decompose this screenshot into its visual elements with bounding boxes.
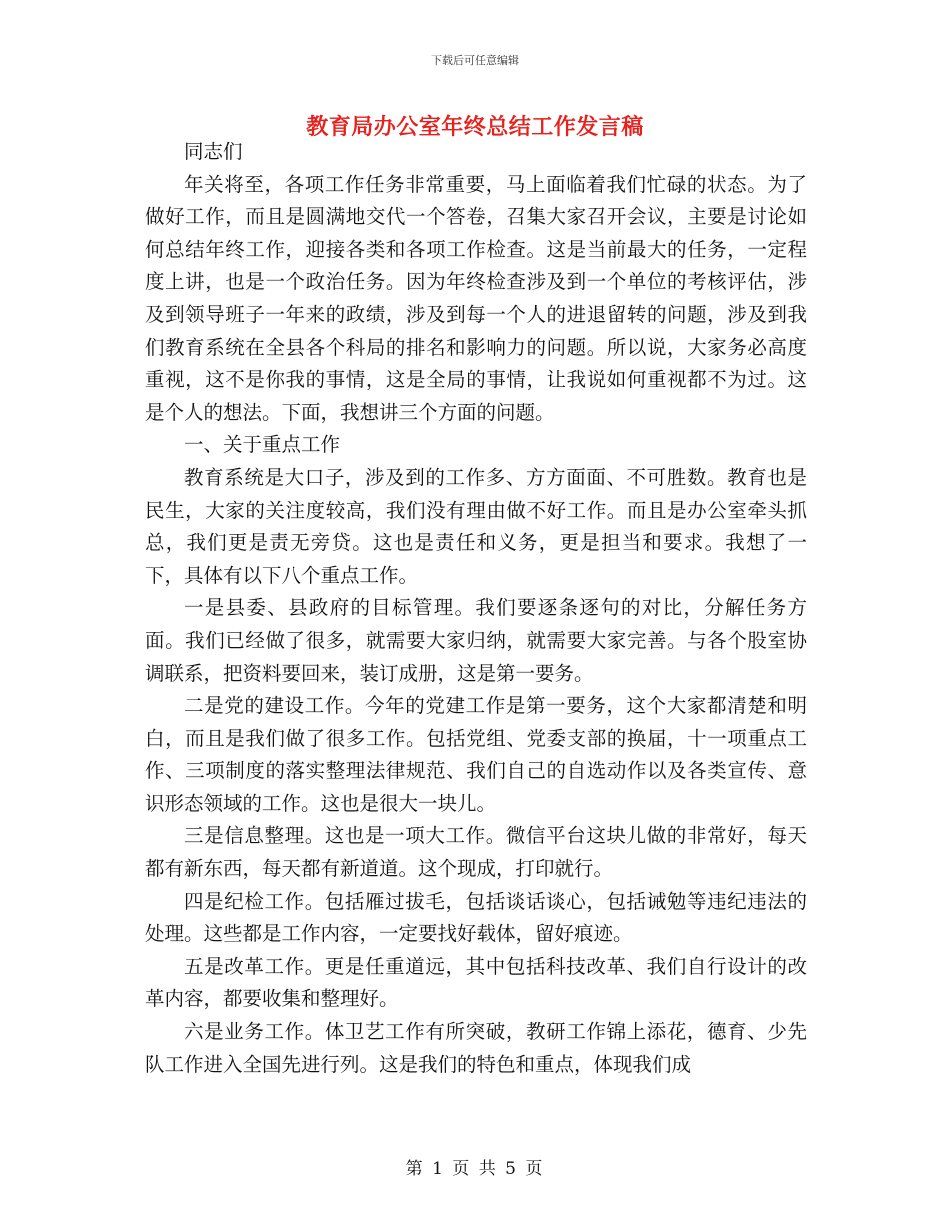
paragraph: 六是业务工作。体卫艺工作有所突破，教研工作锦上添花，德育、少先队工作进入全国先进行列。这是我们的特色和重点，体现我们成 — [145, 1020, 807, 1076]
paragraph: 年关将至，各项工作任务非常重要，马上面临着我们忙碌的状态。为了做好工作，而且是圆满地交代一个答卷，召集大家召开会议，主要是讨论如何总结年终工作，迎接各类和各项工作检查。这是当前最大的任务，一定程度上讲，也是一个政治任务。因为年终检查涉及到一个单位的考核评估，涉及到领导班子一年来的政绩，涉及到每一个人的进退留转的问题，涉及到我们教育系统在全县各个科局的排名和影响力的问题。所以说，大家务必高度重视，这不是你我的事情，这是全局的事情，让我说如何重视都不为过。这是个人的想法。下面，我想讲三个方面的问题。 — [145, 172, 807, 424]
paragraph: 三是信息整理。这也是一项大工作。微信平台这块儿做的非常好，每天都有新东西，每天都有新道道。这个现成，打印就行。 — [145, 824, 807, 881]
paragraph: 一是县委、县政府的目标管理。我们要逐条逐句的对比，分解任务方面。我们已经做了很多，就需要大家归纳，就需要大家完善。与各个股室协调联系，把资料要回来，装订成册，这是第一要务。 — [145, 596, 807, 685]
salutation: 同志们 — [184, 140, 243, 163]
header-note: 下载后可任意编辑 — [431, 54, 519, 67]
document-title: 教育局办公室年终总结工作发言稿 — [306, 114, 644, 140]
paragraph: 五是改革工作。更是任重道远，其中包括科技改革、我们自行设计的改革内容，都要收集和整理好。 — [145, 954, 807, 1011]
page-indicator: 第 1 页 共 5 页 — [405, 1159, 545, 1179]
document-body — [145, 136, 807, 1081]
paragraph: 教育系统是大口子，涉及到的工作多、方方面面、不可胜数。教育也是民生，大家的关注度较高，我们没有理由做不好工作。而且是办公室牵头抓总，我们更是责无旁贷。这也是责任和义务，更是担当和要求。我想了一下，具体有以下八个重点工作。 — [145, 465, 807, 587]
paragraph: 二是党的建设工作。今年的党建工作是第一要务，这个大家都清楚和明白，而且是我们做了很多工作。包括党组、党委支部的换届，十一项重点工作、三项制度的落实整理法律规范、我们自己的自选动作以及各类宣传、意识形态领域的工作。这也是很大一块儿。 — [145, 694, 807, 815]
section-heading: 一、关于重点工作 — [184, 433, 341, 457]
paragraph: 四是纪检工作。包括雁过拔毛，包括谈话谈心，包括诫勉等违纪违法的处理。这些都是工作内容，一定要找好载体，留好痕迹。 — [145, 889, 807, 946]
